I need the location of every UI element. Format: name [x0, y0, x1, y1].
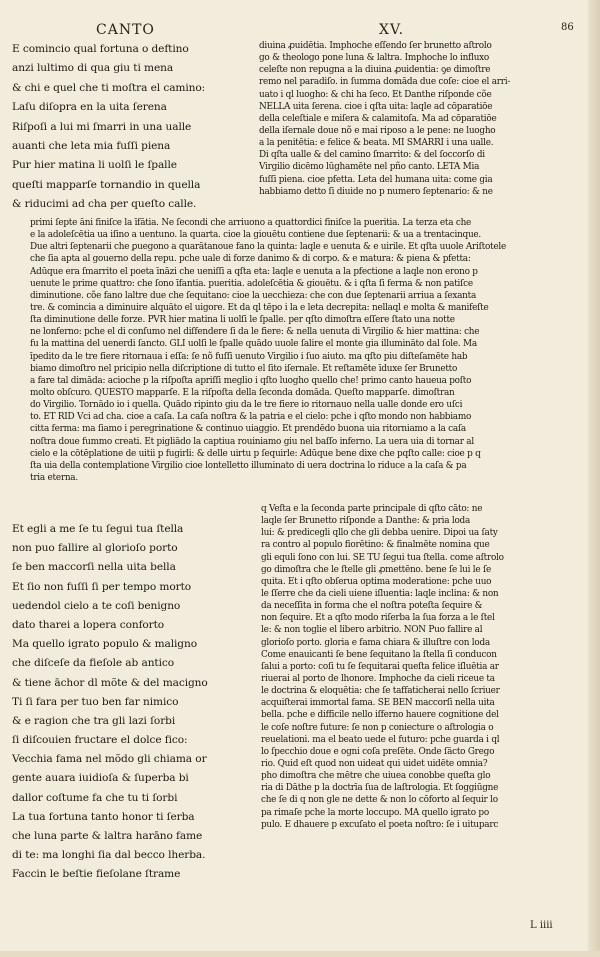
verse-block-bottom [12, 520, 256, 885]
verse-line: Pur hier matina li uolſi le ſpalle [12, 159, 177, 172]
verse-line: gente auara iuidioſa & ſuperba bi [12, 772, 189, 785]
verse-line: che luna parte & laltra harāno fame [12, 830, 203, 842]
commentary-line: Di qſta ualle & del camino ſmarrito: & del ſoccorſo di [259, 150, 485, 161]
commentary-line: non ſequire. Et a qſto modo riſerba la ſua forza a le ſtel [261, 613, 495, 624]
commentary-block-bottom [261, 503, 575, 831]
folio-number: 86 [561, 22, 574, 33]
verse-line: di te: ma longhi ſia dal becco lherba. [12, 849, 206, 862]
commentary-line: q Veſta e la ſeconda parte principale di qſto cāto: ne [261, 504, 483, 514]
commentary-block-full-width [30, 217, 575, 484]
commentary-line: le coſe noſtre future: ſe non p coniecture o aſtrologia o [261, 722, 494, 733]
verse-line: dato tharei a lopera conforto [12, 618, 165, 631]
commentary-line: fu la mattina del uenerdi ſancto. GLI uolſi le ſpalle quādo uuole ſalire el monte gia illumināto dal ſole. Ma [30, 339, 477, 350]
verse-line: Et egli a me ſe tu ſegui tua ſtella [12, 523, 184, 535]
commentary-line: primi ſepte āni finiſce la īfātia. Ne ſecondi che arriuono a quattordici finiſce la pueritia. La terza eta che [30, 218, 472, 228]
commentary-line: reuelationi. ma el beato uede el futuro: pche guarda i ql [261, 734, 500, 745]
commentary-line: to. ET RID Vci ad cha. cioe a caſa. La caſa noſtra & la patria e el cielo: pche i qſto mondo non habbiamo [30, 412, 472, 423]
commentary-line: uato i ql luogho: & chi ha ſeco. Et Danthe riſponde cõe [259, 89, 492, 100]
commentary-line: Come enauicanti ſe bene ſequitano la ſtella ſi conducon [261, 649, 497, 660]
verse-line: Ma quello igrato populo & maligno [12, 638, 197, 651]
commentary-line: ra contro al populo fiorētino: & finalmēte nomina que [261, 540, 490, 551]
commentary-line: bella. pche e difficile nello iſferno hauere cognitione del [261, 710, 499, 721]
commentary-line: le doctrina & eloquētia: che ſe taffaticherai nello ſcriuer [261, 686, 500, 697]
commentary-line: ria di Dāthe p la doctrīa ſua de laſtrologia. Et ſoggiūgne [261, 783, 499, 794]
commentary-line: che ſe di q non gle ne dette & non lo cōforto al ſequir lo [261, 795, 498, 806]
commentary-line: noſtra doue fummo creati. Et pigliādo la captiua rouiniamo giu nel baſſo inferno. La uera uia di tornar al [30, 436, 474, 447]
commentary-line: remo nel paradiſo. in ſumma domāda due coſe: cioe el arri- [259, 77, 511, 88]
commentary-line: laqle ſer Brunetto riſponde a Danthe: & pria loda [261, 516, 471, 527]
commentary-line: do Virgilio. Tornādo io i quella. Quādo ripinto giu da le tre fiere io ritornauo nella ualle donde ero uſci [30, 400, 463, 411]
verse-line: ſe ben maccorſi nella uita bella [12, 561, 176, 574]
page-header [0, 22, 600, 42]
commentary-line: pho dimoſtra che mētre che uiuea conobbe queſta glo [261, 771, 491, 782]
commentary-line: da neceſſita in forma che el noſtra poteſta ſequire & [261, 601, 483, 612]
commentary-block-top [259, 40, 575, 198]
commentary-line: quita. Et i qſto obſerua optima moderatione: pche uuo [261, 576, 492, 587]
verse-line: Riſpoſi a lui mi ſmarri in una ualle [12, 120, 192, 133]
commentary-line: le: & non toglie el libero arbitrio. NON Puo fallire al [261, 625, 483, 636]
verse-line: & e ragion che tra gli lazi ſorbi [12, 714, 176, 727]
commentary-line: īpedito da le tre fiere ritornaua i eſſa: ſe nõ fuſſi uenuto Virgilio i ſuo aiuto. ma qſto piu diſteſamēte hab [30, 351, 468, 362]
commentary-line: celeſte non repugna a la diuina ꝓuidentia: ꝯe dimoſtre [259, 65, 491, 76]
commentary-line: ſta uia della contemplatione Virgilio cioe lontelletto illuminato di uera doctrina lo riduce a la caſa & pa [30, 460, 467, 471]
page-edge-shadow [588, 0, 600, 957]
commentary-line: diminutione. cõe fano laltre due che ſequitano: cioe la uecchieza: che con due ſeptenarii arriua a ſexanta [30, 290, 476, 301]
commentary-line: go dimoſtra che le ſtelle gli ꝓmettēno. bene ſe lui le ſe [261, 564, 491, 575]
commentary-line: a la penitētia: e felice & beata. MI SMARRI i una ualle. [259, 138, 494, 149]
running-head-canto: CANTO [96, 22, 155, 38]
commentary-line: ſta diminutione delle forze. PVR hier matina li uolſi le ſpalle. per qſto dimoſtra eſſere ſtato una notte [30, 315, 455, 326]
commentary-line: e la adoleſcētia ua iſino a uentuno. la quarta. cioe la giouētu contiene due ſeptenarii: & ua a trentacinque. [30, 230, 482, 241]
verse-line: ſi diſcouien fructare el dolce fico: [12, 734, 188, 747]
signature-mark: L iiii [530, 920, 553, 931]
verse-line: Et ſio non fuſſi ſi per tempo morto [12, 580, 192, 593]
commentary-line: ſalui a porto: coſi tu ſe ſequitarai queſta felice iſluētia ar [261, 661, 499, 672]
verse-line: uedendol cielo a te coſi benigno [12, 599, 181, 612]
commentary-line: fuſſi piena. cioe pfetta. Leta del humana uita: come gia [259, 174, 493, 185]
commentary-line: acquiſterai immortal fama. SE BEN maccorſi nella uita [261, 698, 495, 709]
commentary-line: pulo. E dhauere p excuſato el poeta noſtro: ſe i uituparc [261, 819, 499, 830]
verse-line: dallor coſtume fa che tu ti ſorbi [12, 791, 178, 804]
page-bottom-edge [0, 951, 600, 957]
commentary-line: rio. Quid eſt quod non uideat qui uidet uidēte omnia? [261, 758, 488, 769]
commentary-line: Virgilio dicēmo lūghamēte nel pño canto. LETA Mia [259, 162, 480, 173]
verse-line: non puo fallire al glorioſo porto [12, 542, 178, 555]
commentary-line: diuina ꝓuidētia. Imphoche eſſendo ſer brunetto aſtrolo [259, 41, 492, 51]
commentary-line: cielo e la cōtēplatione de uitii p fugirli: & delle uirtu p ſequirle: Adūque bene dixe che pqſto calle: cioe p q [30, 448, 481, 459]
commentary-line: lo ſpecchio doue e ogni coſa preſēte. Onde ſācto Grego [261, 746, 495, 757]
commentary-line: pa rimaſe pche la morte loccupo. MA quello igrato po [261, 807, 489, 818]
verse-line: Ti ſi fara per tuo ben far nimico [12, 695, 179, 708]
verse-line: Laſu diſopra en la uita ſerena [12, 101, 167, 114]
verse-line: & chi e quel che ti moſtra el camino: [12, 81, 206, 94]
commentary-line: riuerai al porto de lhonore. Imphoche da cieli riceue ta [261, 673, 495, 684]
commentary-line: go & theologo pone luna & laltra. Imphoche lo influxo [259, 53, 490, 64]
commentary-line: della celeſtiale e miſera & calamitoſa. Ma ad cōparatiōe [259, 113, 497, 124]
verse-line: queſti mapparſe tornandio in quella [12, 178, 201, 191]
commentary-line: che ſia apta al gouerno della repu. pche uale di forze danimo & di corpo. & e matura: & piena & pfetta: [30, 254, 471, 265]
verse-line: & tiene āchor dl mõte & del macigno [12, 676, 208, 689]
verse-block-top [12, 40, 256, 215]
commentary-line: della iſernale doue nõ e mai riposo a le pene: ne luogho [259, 125, 496, 136]
verse-line: & riducimi ad cha per queſto calle. [12, 198, 197, 211]
commentary-line: Adūque era ſmarrito el poeta īnāzi che ueniſſi a qſta eta: laqle e uenuta a la pfectione a laqle non erono p [30, 266, 478, 277]
verse-line: Vecchia fama nel mõdo gli chiama or [12, 753, 207, 766]
commentary-line: habbiamo detto ſi diuide no p numero ſeptenario: & ne [259, 186, 493, 197]
commentary-line: biamo dimoſtro nel pricipio nella diſcriptione di tutto el ſito iſernale. Et reſtamēte īduxe ſer Brunetto [30, 363, 458, 374]
verse-line: Faccin le beſtie fieſolane ſtrame [12, 868, 181, 881]
running-head-canto-number: XV. [379, 22, 405, 38]
commentary-line: lui: & predicegli qllo che gli debba uenire. Dipoi ua ſaty [261, 528, 498, 539]
commentary-line: Due altri ſeptenarii che ꝑuegono a quarātanoue fano la quinta: laqle e uenuta & e uirile. Et qſta uuole Ariſtotele [30, 242, 506, 253]
commentary-line: ne lonferno: pche el di conſumo nel diſfendere ſi da le fiere: & nella uenuta di Virgilio & hier mattina: che [30, 327, 480, 338]
verse-line: che diſceſe da fieſole ab antico [12, 657, 174, 670]
commentary-line: citta ferma: ma ſiamo i peregrinatione & continuo uiaggio. Et prendēdo buona uia ritorniamo a la caſa [30, 424, 466, 435]
commentary-line: NELLA uita ſerena. cioe i qſta uita: laqle ad cōparatiōe [259, 101, 493, 112]
verse-line: auanti che leta mia fuſſi piena [12, 139, 171, 152]
commentary-line: molto obſcuro. QUESTO mapparſe. E la riſpoſta della ſeconda domāda. Queſto mapparſe. dimoſtran [30, 387, 455, 398]
commentary-line: tria eterna. [30, 472, 78, 483]
commentary-line: gli equli ſono con lui. SE TU ſegui tua ſtella. come aſtrolo [261, 552, 504, 563]
commentary-line: uenute le prime quattro: che ſono īfantia. pueritia. adoleſcētia & giouētu. & i qſta ſi ferma & non patiſce [30, 278, 473, 289]
verse-line: E comincio qual fortuna o deftino [12, 43, 189, 55]
commentary-line: tre. & comincia a diminuire alquāto el uigore. Et da ql tēpo i la e leta decrepita: nellaql e molta & manifeſte [30, 302, 489, 313]
verse-line: anzi lultimo di qua giu ti mena [12, 62, 174, 75]
verse-line: La tua fortuna tanto honor ti ſerba [12, 810, 195, 823]
commentary-line: a fare tal dimāda: acioche p la riſpoſta apriſſi meglio i qſto luogho quello che! primo canto haueua poſto [30, 375, 472, 386]
commentary-line: glorioſo porto. gloria e fama chiara & illuſtre con loda [261, 637, 490, 648]
commentary-line: le ſſerre che da cieli uiene iſluentia: laqle inclina: & non [261, 588, 499, 599]
